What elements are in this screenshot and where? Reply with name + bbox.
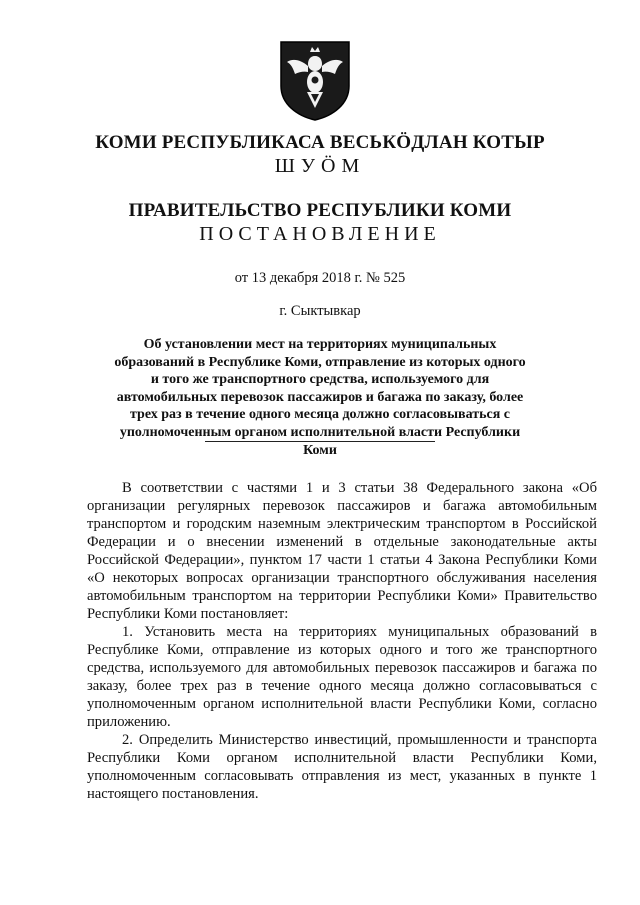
document-date-number: от 13 декабря 2018 г. № 525 (234, 270, 406, 286)
document-body (87, 479, 597, 803)
title-divider (205, 441, 435, 442)
header-komi-subtitle: ШУӦМ (274, 155, 366, 177)
document-city: г. Сыктывкар (279, 303, 361, 319)
header-government-title: ПРАВИТЕЛЬСТВО РЕСПУБЛИКИ КОМИ (128, 200, 512, 221)
header-document-type: ПОСТАНОВЛЕНИЕ (199, 223, 441, 245)
komi-coat-of-arms-icon (277, 38, 353, 122)
document-title: Об установлении мест на территориях муниципальных образований в Республике Коми, отправление из которых одного и того же транспортного средства, используемого для автомобильных перевозок пассажиров и багажа по заказу, более трех раз в течение одного месяца должно согласовываться с уполномоченным органом исполнительной власти Республики Коми (114, 337, 526, 458)
body-paragraph: 2. Определить Министерство инвестиций, промышленности и транспорта Республики Коми органом исполнительной власти Республики Коми, уполномоченным согласовывать отправления из мест, указанных в пункте 1 настоящего постановления. (87, 732, 597, 802)
body-paragraph: 1. Установить места на территориях муниципальных образований в Республике Коми, отправление из которых одного и того же транспортного средства, используемого для автомобильных перевозок пассажиров и багажа по заказу, более трех раз в течение одного месяца должно согласовываться с уполномоченным органом исполнительной власти Республики Коми, согласно приложению. (87, 624, 597, 730)
body-paragraph: В соответствии с частями 1 и 3 статьи 38 Федерального закона «Об организации регулярных перевозок пассажиров и багажа автомобильным транспортом и городским наземным электрическим транспортом в Российской Федерации и о внесении изменений в отдельные законодательные акты Российской Федерации», пунктом 17 части 1 статьи 4 Закона Республики Коми «О некоторых вопросах организации транспортного обслуживания населения автомобильным транспортом на территории Республики Коми» Правительство Республики Коми постановляет: (87, 480, 597, 622)
header-komi-title: КОМИ РЕСПУБЛИКАСА ВЕСЬКӦДЛАН КОТЫР (95, 132, 545, 153)
